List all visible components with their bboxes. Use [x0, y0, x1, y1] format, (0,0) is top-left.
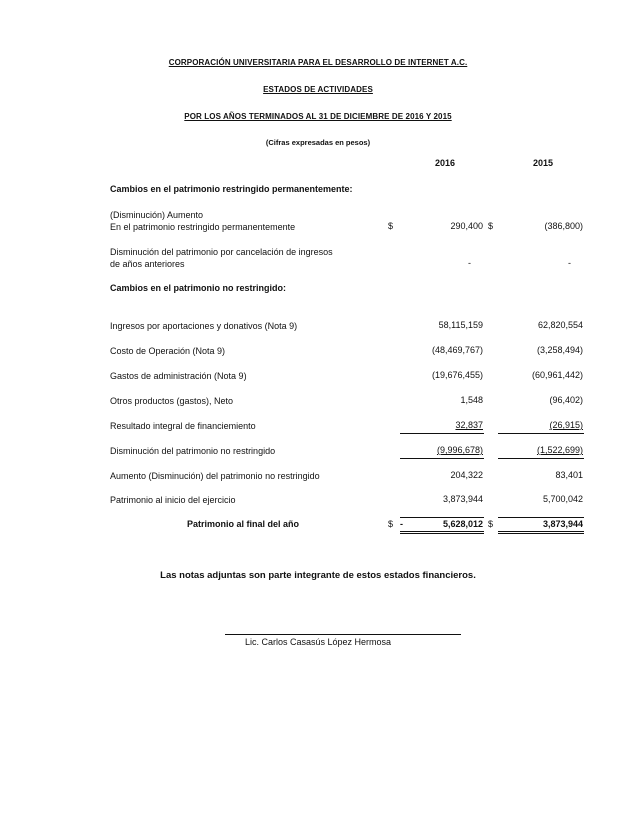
- currency-note: (Cifras expresadas en pesos): [265, 138, 371, 147]
- currency-sign: $: [488, 221, 494, 231]
- year-2016-header: 2016: [434, 158, 455, 168]
- value-2016: 5,628,012: [442, 519, 483, 529]
- currency-sign: $: [488, 519, 494, 529]
- row-other-products-label: Otros productos (gastos), Neto: [110, 396, 234, 406]
- row-income-label: Ingresos por aportaciones y donativos (Nota 9): [110, 321, 298, 331]
- value-2015: 83,401: [555, 470, 583, 480]
- section-unrestricted-heading: Cambios en el patrimonio no restringido:: [110, 283, 287, 293]
- subtotal-rule-2015: [498, 433, 584, 434]
- value-2016: (19,676,455): [431, 370, 483, 380]
- value-2015: -: [568, 258, 571, 268]
- currency-sign: $: [388, 519, 394, 529]
- value-2016: (48,469,767): [431, 345, 483, 355]
- report-period: POR LOS AÑOS TERMINADOS AL 31 DE DICIEMBRE DE 2016 Y 2015: [184, 112, 452, 121]
- total-top-rule-2016: [400, 517, 484, 518]
- total-double-rule-2016: [400, 531, 484, 532]
- year-2015-header: 2015: [532, 158, 553, 168]
- report-title: ESTADOS DE ACTIVIDADES: [263, 85, 373, 94]
- subtotal-rule-2016: [400, 458, 484, 459]
- value-2015: 5,700,042: [542, 494, 583, 504]
- notes-statement: Las notas adjuntas son parte integrante de estos estados financieros.: [160, 570, 476, 581]
- value-2015: (96,402): [549, 395, 583, 405]
- total-double-rule-2015: [498, 531, 584, 532]
- value-2015: (60,961,442): [531, 370, 583, 380]
- subtotal-rule-2015: [498, 458, 584, 459]
- row-cancellation: [110, 246, 333, 270]
- row-unrestricted-decrease-label: Disminución del patrimonio no restringido: [110, 446, 276, 456]
- total-double-rule-2015: [498, 533, 584, 534]
- row-cancellation-line2: de años anteriores: [110, 259, 185, 269]
- value-2016: 3,873,944: [442, 494, 483, 504]
- row-closing-equity-label: Patrimonio al final del año: [187, 519, 300, 529]
- dash-mark: -: [400, 519, 403, 529]
- value-2015: (1,522,699): [536, 445, 583, 455]
- value-2016: 290,400: [450, 221, 483, 231]
- row-restricted-change: [110, 209, 295, 233]
- value-2016: 58,115,159: [438, 320, 483, 330]
- value-2015: (3,258,494): [536, 345, 583, 355]
- row-restricted-change-line1: (Disminución) Aumento: [110, 210, 204, 220]
- company-name: CORPORACIÓN UNIVERSITARIA PARA EL DESARROLLO DE INTERNET A.C.: [168, 58, 468, 67]
- row-financing-result-label: Resultado integral de financiemiento: [110, 421, 256, 431]
- subtotal-rule-2016: [400, 433, 484, 434]
- value-2015: 3,873,944: [542, 519, 583, 529]
- currency-sign: $: [388, 221, 394, 231]
- total-double-rule-2016: [400, 533, 484, 534]
- section-restricted-heading: Cambios en el patrimonio restringido permanentemente:: [110, 184, 353, 194]
- signature-line: [225, 634, 461, 635]
- row-operating-cost-label: Costo de Operación (Nota 9): [110, 346, 226, 356]
- value-2015: 62,820,554: [537, 320, 583, 330]
- value-2016: 1,548: [460, 395, 483, 405]
- row-restricted-change-line2: En el patrimonio restringido permanentemente: [110, 222, 296, 232]
- row-opening-equity-label: Patrimonio al inicio del ejercicio: [110, 495, 236, 505]
- value-2016: 32,837: [455, 420, 483, 430]
- row-unrestricted-change-label: Aumento (Disminución) del patrimonio no restringido: [110, 471, 320, 481]
- value-2016: (9,996,678): [436, 445, 483, 455]
- total-top-rule-2015: [498, 517, 584, 518]
- value-2015: (26,915): [549, 420, 583, 430]
- row-admin-expenses-label: Gastos de administración (Nota 9): [110, 371, 247, 381]
- signatory-name: Lic. Carlos Casasús López Hermosa: [244, 637, 392, 647]
- value-2015: (386,800): [544, 221, 583, 231]
- value-2016: 204,322: [450, 470, 483, 480]
- value-2016: -: [468, 258, 471, 268]
- row-cancellation-line1: Disminución del patrimonio por cancelación de ingresos: [110, 247, 333, 257]
